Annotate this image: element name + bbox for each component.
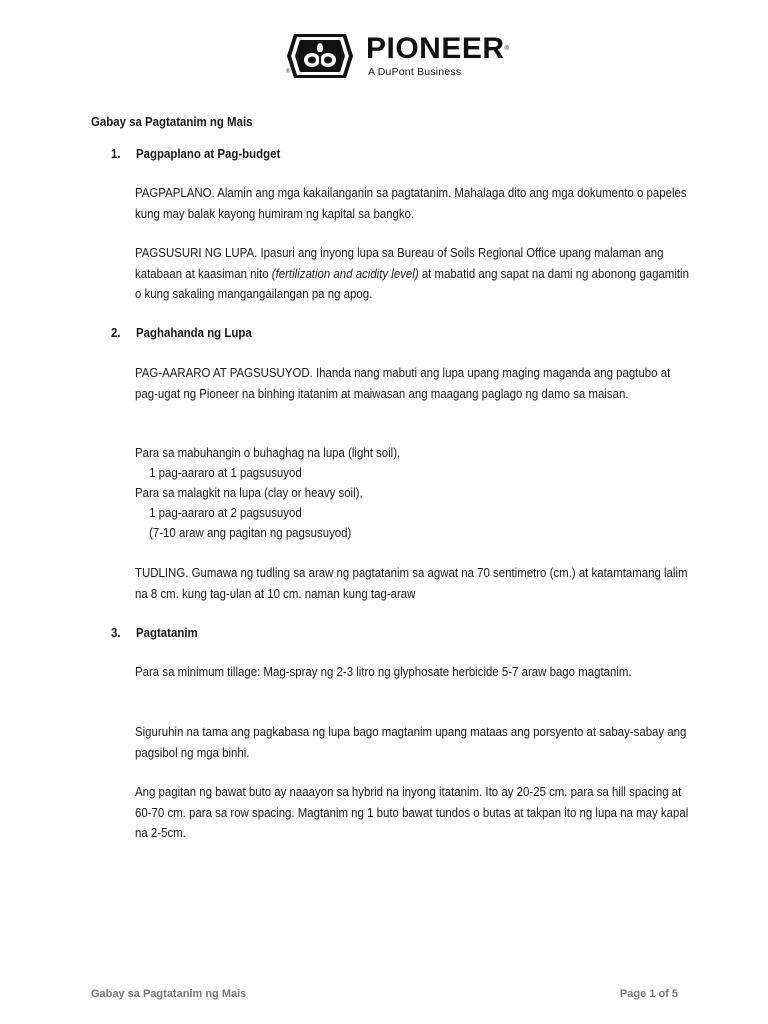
section-2-number: 2. — [111, 325, 121, 340]
section-3-paragraph-3: Ang pagitan ng bawat buto ay naaayon sa hybrid na inyong itatanim. Ito ay 20-25 cm. para sa hill spacing at 60-70 cm. para sa row spacing. Magtanim ng 1 buto bawat tundos o butas at takpan ito ng lupa na may kapal na 2-5cm. — [135, 784, 689, 840]
section-1-number: 1. — [111, 146, 121, 161]
document-title: Gabay sa Pagtatanim ng Mais — [91, 114, 253, 129]
soil-type-light: Para sa mabuhangin o buhaghag na lupa (light soil), — [135, 445, 401, 460]
section-1-heading: Pagpaplano at Pag-budget — [136, 146, 281, 161]
section-3-number: 3. — [111, 625, 121, 640]
section-3-heading: Pagtatanim — [136, 625, 198, 640]
soil-heavy-instruction: 1 pag-aararo at 2 pagsusuyod — [149, 505, 302, 520]
brand-tagline: A DuPont Business — [368, 66, 462, 78]
pioneer-emblem-icon — [286, 32, 354, 80]
page-number: Page 1 of 5 — [619, 988, 678, 1000]
section-1-paragraph-1: PAGPAPLANO. Alamin ang mga kakailanganin sa pagtatanim. Mahalaga dito ang mga dokumento o papeles kung may balak kayong humiram ng kapital sa bangko. — [135, 185, 687, 221]
footer-title: Gabay sa Pagtatanim ng Mais — [91, 988, 247, 1000]
soil-type-heavy: Para sa malagkit na lupa (clay or heavy soil), — [135, 485, 363, 500]
section-2-paragraph-1: PAG-AARARO AT PAGSUSUYOD. Ihanda nang mabuti ang lupa upang maging maganda ang pagtubo at pag-ugat ng Pioneer na binhing itatanim at maiwasan ang maagang paglago ng damo sa maisan. — [135, 365, 671, 401]
pioneer-logo: PIONEER® A DuPont Business ® — [286, 32, 510, 78]
section-3-paragraph-2: Siguruhin na tama ang pagkabasa ng lupa bago magtanim upang mataas ang porsyento at sabay-sabay ang pagsibol ng mga binhi. — [135, 724, 687, 760]
section-2-paragraph-tudling: TUDLING. Gumawa ng tudling sa araw ng pagtatanim sa agwat na 70 sentimetro (cm.) at katamtamang lalim na 8 cm. kung tag-ulan at 10 cm. naman kung tag-araw — [135, 565, 688, 601]
soil-light-instruction: 1 pag-aararo at 1 pagsusuyod — [149, 465, 302, 480]
soil-heavy-note: (7-10 araw ang pagitan ng pagsusuyod) — [149, 525, 352, 540]
brand-name: PIONEER® — [366, 32, 510, 65]
section-1-paragraph-2: PAGSUSURI NG LUPA. Ipasuri ang inyong lupa sa Bureau of Soils Regional Office upang malaman ang katabaan at kaasiman nito (fertilization and acidity level) at mabatid ang sapat na dami ng abonong gagamitin o kung sakaling mangangailangan pa ng apog. — [135, 245, 689, 301]
section-2-heading: Paghahanda ng Lupa — [136, 325, 252, 340]
section-3-paragraph-1: Para sa minimum tillage: Mag-spray ng 2-3 litro ng glyphosate herbicide 5-7 araw bago magtanim. — [135, 664, 632, 679]
